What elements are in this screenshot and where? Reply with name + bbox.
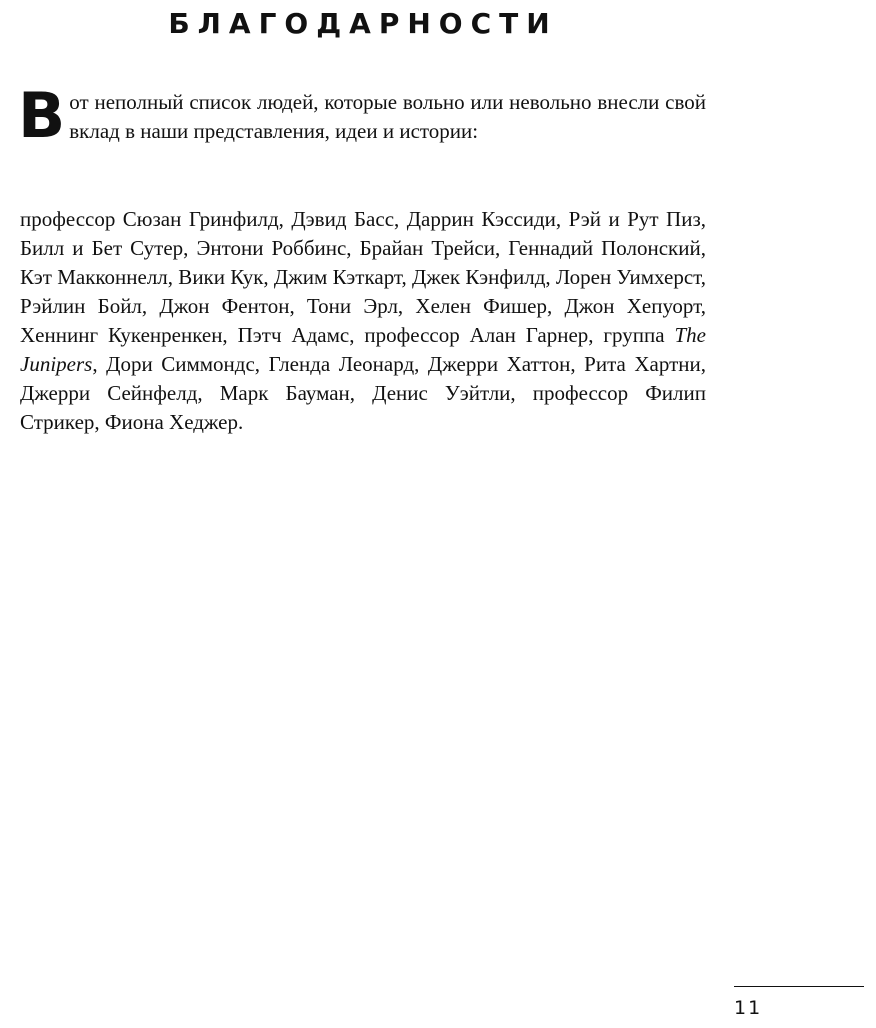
page-title: БЛАГОДАРНОСТИ [168, 7, 558, 40]
footer-rule [734, 986, 864, 987]
intro-text: от неполный список людей, которые вольно или невольно внесли свой вклад в наши представления, идеи и истории: [69, 90, 706, 143]
names-paragraph [20, 205, 706, 437]
drop-cap: В [18, 79, 66, 152]
names-text-part1: профессор Сюзан Гринфилд, Дэвид Басс, Даррин Кэссиди, Рэй и Рут Пиз, Билл и Бет Сутер, Энтони Роббинс, Брайан Трейси, Геннадий Полонский, Кэт Макконнелл, Вики Кук, Джим Кэткарт, Джек Кэнфилд, Лорен Уимхерст, Рэйлин Бойл, Джон Фентон, Тони Эрл, Хелен Фишер, Джон Хепуорт, Хеннинг Кукенренкен, Пэтч Адамс, профессор Алан Гарнер, группа [20, 207, 706, 347]
page-number: 11 [734, 997, 763, 1019]
band-name-italic: The Junipers [20, 323, 706, 376]
intro-paragraph [18, 79, 706, 152]
names-text-part2: , Дори Симмондс, Гленда Леонард, Джерри Хаттон, Рита Хартни, Джерри Сейнфелд, Марк Бауман, Денис Уэйтли, профессор Филип Стрикер, Фиона Хеджер. [20, 352, 706, 434]
